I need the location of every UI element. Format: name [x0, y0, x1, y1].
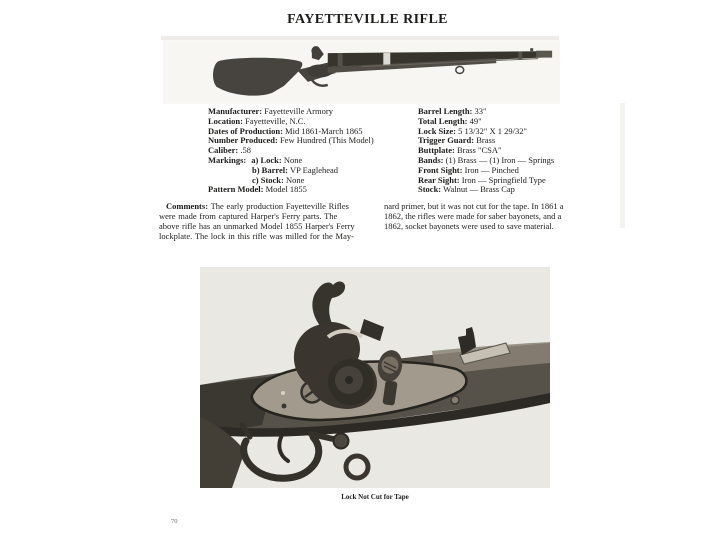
rifle-front-sight — [530, 48, 533, 51]
spec-label: Caliber: — [208, 145, 239, 156]
spec-value: (1) Brass — (1) Iron — Springs — [445, 154, 555, 165]
comments-line: nard primer, but it was not cut for the tape. In 1861 a — [384, 202, 564, 211]
spec-label: Rear Sight: — [418, 174, 460, 185]
spec-value: Few Hundred (This Model) — [279, 135, 374, 146]
spec-label: Pattern Model: — [208, 184, 264, 195]
rifle-bright-band — [383, 53, 390, 65]
rifle-muzzle — [536, 51, 552, 58]
spec-row-markings-barrel — [208, 166, 420, 176]
spec-label: Dates of Production: — [208, 125, 283, 136]
spec-label: Number Produced: — [208, 135, 278, 146]
spec-label: Front Sight: — [418, 164, 463, 175]
spec-label: Stock: — [418, 184, 442, 195]
spec-list-right — [418, 107, 618, 195]
spec-label: Location: — [208, 115, 243, 126]
spec-label: b) Barrel: — [252, 164, 288, 175]
spec-label: Total Length: — [418, 115, 468, 126]
page-title: FAYETTEVILLE RIFLE — [287, 12, 448, 27]
spec-value: Walnut — Brass Cap — [443, 184, 515, 195]
plate-screw-rear — [451, 396, 459, 404]
spec-label: Manufacturer: — [208, 106, 263, 116]
comments-line: above rifle has an unmarked Model 1855 Harper's Ferry — [159, 221, 355, 231]
swivel-stud — [334, 434, 349, 449]
spec-sublabel: a) Lock: — [251, 154, 282, 165]
comments-line: were made from captured Harper's Ferry parts. The — [159, 211, 338, 221]
comments-text: The early production Fayetteville Rifles — [210, 202, 349, 211]
spec-value: 49" — [469, 115, 482, 126]
plate-pin — [281, 391, 285, 395]
spec-value: Brass — [476, 135, 496, 146]
spec-label: Buttplate: — [418, 145, 455, 156]
spec-label: c) Stock: — [252, 174, 284, 185]
comments-line: lockplate. The lock in this rifle was milled for the May- — [159, 231, 354, 241]
spec-value: VP Eaglehead — [289, 164, 339, 175]
comments-right-column — [384, 202, 610, 232]
spec-label: Markings: — [208, 154, 247, 165]
photo-caption: Lock Not Cut for Tape — [341, 493, 409, 501]
plate-pin — [282, 404, 287, 409]
spec-value: Fayetteville Armory — [264, 106, 333, 116]
comments-line: 1862, socket bayonets were used to save material. — [384, 221, 554, 231]
spec-value: None — [286, 174, 305, 185]
spec-label: Barrel Length: — [418, 106, 473, 116]
spec-row-pattern-model — [208, 185, 420, 195]
spec-value: Brass "CSA" — [456, 145, 502, 156]
spec-value: Model 1855 — [265, 184, 307, 195]
spec-value: .58 — [240, 145, 251, 156]
spec-list-left — [208, 107, 420, 195]
spec-value: Iron — Springfield Type — [461, 174, 546, 185]
spec-label: Trigger Guard: — [418, 135, 475, 146]
rifle-full-view-photo — [163, 40, 560, 104]
spec-row-stock — [418, 185, 618, 195]
lock-closeup-photo — [200, 267, 550, 488]
spec-value: 5 13/32" X 1 29/32" — [458, 125, 527, 136]
tumbler-center — [345, 376, 353, 384]
comments-left-column — [159, 202, 387, 242]
spec-value: 33" — [474, 106, 487, 116]
spec-value: Mid 1861-March 1865 — [285, 125, 363, 136]
spec-label: Lock Size: — [418, 125, 457, 136]
page-number: 70 — [171, 518, 178, 525]
scan-edge-strip — [620, 103, 625, 228]
spec-value: Fayetteville, N.C. — [245, 115, 306, 126]
comments-line — [159, 202, 387, 212]
comments-line: 1862, the rifles were made for saber bayonets, and a — [384, 211, 562, 221]
spec-value: Iron — Pinched — [464, 164, 519, 175]
comments-heading: Comments: — [166, 202, 209, 211]
spec-label: Bands: — [418, 154, 444, 165]
rifle-rear-band — [338, 53, 343, 66]
spec-value: None — [283, 154, 303, 165]
rifle-front-band — [518, 52, 522, 60]
